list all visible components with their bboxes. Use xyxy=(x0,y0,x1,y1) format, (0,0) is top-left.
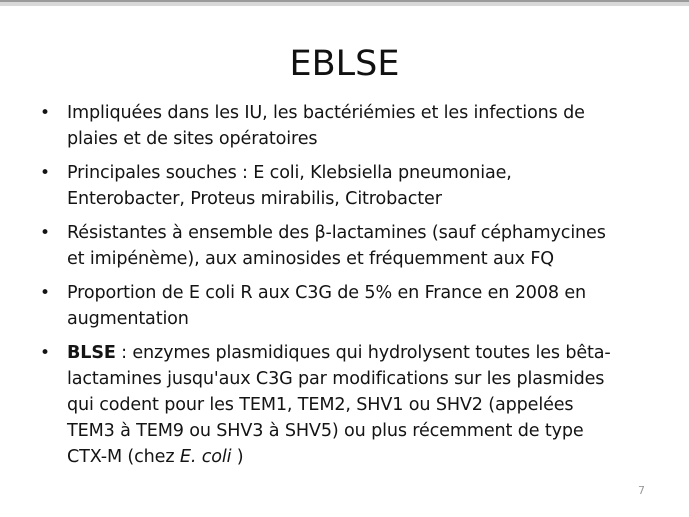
bullet-line xyxy=(67,340,680,366)
bullet-line: et imipénème), aux aminosides et fréquemment aux FQ xyxy=(67,249,554,269)
page-number: 7 xyxy=(638,484,645,497)
bullet-line: augmentation xyxy=(67,309,189,329)
bullet-dot-icon: • xyxy=(40,343,50,363)
bullet-item-blse xyxy=(40,340,680,470)
bullet-line xyxy=(67,444,680,470)
bullet-dot-icon: • xyxy=(40,163,50,183)
blse-term: BLSE xyxy=(67,343,116,363)
bullet-dot-icon: • xyxy=(40,103,50,123)
bullet-list xyxy=(40,100,680,478)
bullet-line: Résistantes à ensemble des β-lactamines (sauf céphamycines xyxy=(67,223,606,243)
species-name: E. coli xyxy=(179,447,232,467)
last-line-prefix: CTX-M (chez xyxy=(67,447,180,467)
bullet-line: Impliquées dans les IU, les bactériémies et les infections de xyxy=(67,103,585,123)
bullet-item-souches xyxy=(40,160,680,212)
bullet-line: Enterobacter, Proteus mirabilis, Citrobacter xyxy=(67,189,442,209)
bullet-dot-icon: • xyxy=(40,283,50,303)
bullet-line: plaies et de sites opératoires xyxy=(67,129,318,149)
blse-definition-start: : enzymes plasmidiques qui hydrolysent toutes les bêta- xyxy=(115,343,611,363)
bullet-line: lactamines jusqu'aux C3G par modifications sur les plasmides xyxy=(67,369,605,389)
top-border-line xyxy=(0,0,689,2)
bullet-line: Principales souches : E coli, Klebsiella pneumoniae, xyxy=(67,163,512,183)
bullet-line: Proportion de E coli R aux C3G de 5% en France en 2008 en xyxy=(67,283,587,303)
bullet-item-infections xyxy=(40,100,680,152)
slide-title: EBLSE xyxy=(289,44,400,84)
bullet-line: TEM3 à TEM9 ou SHV3 à SHV5) ou plus récemment de type xyxy=(67,421,584,441)
bullet-dot-icon: • xyxy=(40,223,50,243)
last-line-suffix: ) xyxy=(231,447,244,467)
bullet-line: qui codent pour les TEM1, TEM2, SHV1 ou SHV2 (appelées xyxy=(67,395,574,415)
bullet-item-proportion xyxy=(40,280,680,332)
bullet-item-resistantes xyxy=(40,220,680,272)
